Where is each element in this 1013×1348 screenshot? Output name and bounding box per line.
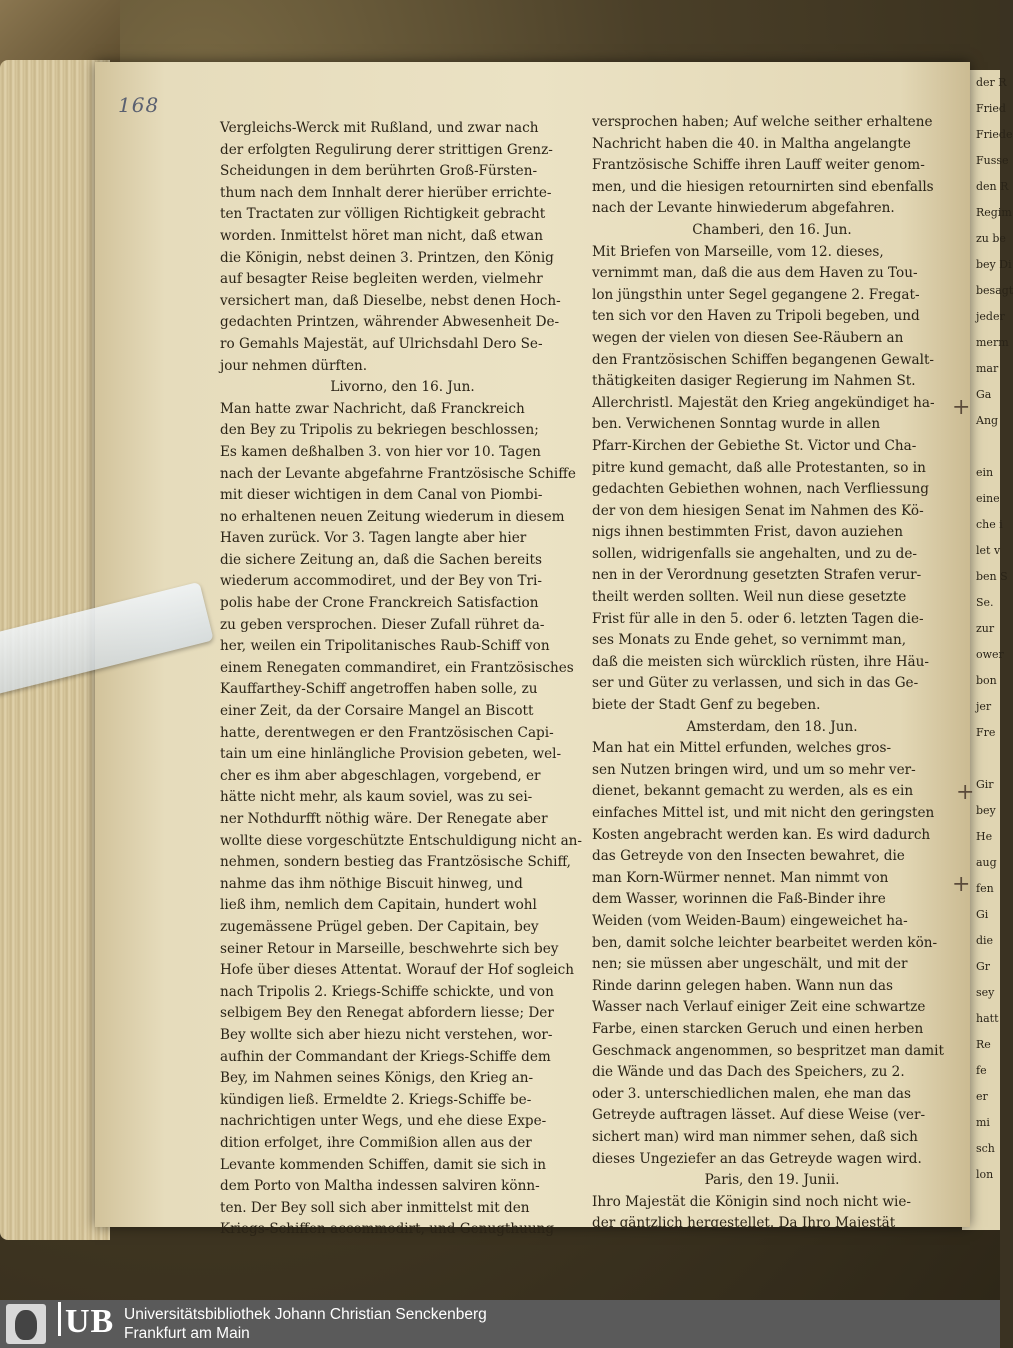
next-page-fragment: Gir [976,778,994,791]
text-line: man Korn-Würmer nennet. Man nimmt von [592,869,889,886]
text-line: dienet, bekannt gemacht zu werden, als es ein [592,783,914,800]
next-page-fragment: fe [976,1064,987,1077]
text-line: thum nach dem Innhalt derer hierüber errichte- [220,184,552,201]
text-line: men, und die hiesigen retournirten sind ebenfalls [592,178,934,195]
text-line: ten Tractaten zur völligen Richtigkeit gebracht [220,206,546,223]
text-line: zu geben versprochen. Dieser Zufall rühret da- [220,616,545,633]
text-line: selbigem Bey den Renegat abfordern liesse; Der [220,1005,554,1022]
text-line: Kauffarthey-Schiff angetroffen haben solle, zu [220,681,538,698]
next-page-fragment: besagt [976,284,1013,297]
text-line: einem Renegaten commandiret, ein Frantzösisches [220,659,574,676]
text-line: mit dieser wichtigen in dem Canal von Piombi- [220,487,543,504]
text-line: gedachten Printzen, währender Abwesenheit De- [220,314,560,331]
next-page-fragment: hatt [976,1012,999,1025]
text-line: ser und Güter zu verlassen, und sich in das Ge- [592,675,919,692]
text-line: nen; sie müssen aber ungeschält, und mit der [592,956,908,973]
next-page-fragment: merm [976,336,1009,349]
text-line: einfaches Mittel ist, und mit nicht den geringsten [592,805,935,821]
text-line: wegen der vielen von diesen See-Räubern an [592,329,904,346]
text-line: Rinde darinn gelegen haben. Wann nun das [592,977,893,994]
text-line: tain um eine hinlängliche Provision gebeten, wel- [220,746,562,763]
senckenberg-portrait-icon [6,1304,46,1344]
next-page-fragment: er [976,1090,988,1103]
text-line: Weiden (vom Weiden-Baum) eingeweichet ha- [592,912,908,929]
text-line: auf besagter Reise begleiten werden, vielmehr [220,271,543,288]
text-line: cher es ihm aber abgeschlagen, vorgebend, er [220,767,541,784]
text-line: nehmen, sondern bestieg das Frantzösische Schiff, [220,854,571,871]
text-line: Haven zurück. Vor 3. Tagen langte aber hier [220,530,527,547]
left-text-column [220,118,585,1241]
text-line: die Königin, nebst deinen 3. Printzen, den König [220,249,554,266]
text-line: sichert man) wird man nimmer sehen, daß sich [592,1128,918,1145]
text-line: dieses Ungeziefer an das Getreyde wagen wird. [592,1150,922,1167]
text-line: polis habe der Crone Franckreich Satisfaction [220,595,539,612]
text-line: nen in der Verordnung gesetzten Strafen verur- [592,567,922,584]
next-page-fragment: ben S [976,570,1008,583]
text-line: Farbe, einen starcken Geruch und einen herben [592,1020,924,1037]
next-page-fragment: der R [976,76,1007,89]
text-line: Wasser nach Verlauf einiger Zeit eine schwartze [592,999,926,1016]
text-line: dem Porto von Maltha indessen salviren könn- [220,1178,540,1195]
text-line: her, weilen ein Tripolitanisches Raub-Schiff von [220,638,550,655]
next-page-fragment: He [976,830,993,843]
text-line: Es kamen deßhalben 3. von hier vor 10. Tagen [220,443,541,460]
institution-name [124,1305,487,1343]
footer-bar [0,1300,1000,1348]
text-line: nigs ihnen bestimmten Frist, davon auziehen [592,524,904,541]
text-line: sen Nutzen bringen wird, und um so mehr ver- [592,761,916,778]
text-line: nach Tripolis 2. Kriegs-Schiffe schickte, und von [220,983,554,1000]
margin-mark: + [952,872,971,897]
text-line: Levante kommenden Schiffen, damit sie sich in [220,1156,547,1173]
text-line: no erhaltenen neuen Zeitung wiederum in diesem [220,508,565,525]
text-line: Mit Briefen von Marseille, vom 12. dieses, [592,243,884,260]
text-line: Geschmack angenommen, so bespritzet man damit [592,1042,944,1059]
text-line: hätte nicht mehr, als kaum soviel, was zu sei- [220,789,533,806]
text-line: theilt werden sollten. Weil nun diese gesetzte [592,589,907,606]
ub-logo: UB [54,1302,114,1341]
dateline-heading: Paris, den 19. Junii. [704,1172,840,1189]
text-line: der erfolgten Regulirung derer strittigen Grenz- [220,141,553,158]
text-line: ten. Der Bey soll sich aber inmittelst mit den [220,1199,530,1216]
next-page-fragment: den R [976,180,1009,193]
text-line: daß die meisten sich würcklich rüsten, ihre Häu- [592,653,930,670]
text-line: nach der Levante hinwiederum abgefahren. [592,200,895,217]
text-line: den Frantzösischen Schiffen begangenen Gewalt- [592,351,934,368]
text-line: Kriegs-Schiffen accommodirt, und Genugthuung [220,1221,555,1238]
next-page-fragment: sch [976,1142,995,1155]
next-page-fragment: zu be [976,232,1006,245]
text-line: worden. Inmittelst höret man nicht, daß etwan [220,227,544,244]
next-page-fragment: Ga [976,388,992,401]
next-page-fragment: sey [976,986,995,999]
text-line: pitre kund gemacht, daß alle Protestanten, so in [592,459,926,476]
margin-mark: + [956,780,975,805]
text-line: Ihro Majestät die Königin sind noch nicht wie- [592,1193,911,1210]
text-line: Getreyde auftragen lässet. Auf diese Weise (ver- [592,1107,926,1124]
text-line: Bey, im Nahmen seines Königs, den Krieg an- [220,1070,534,1087]
next-page-fragment: eine [976,492,1000,505]
text-line: Nachricht haben die 40. in Maltha angelangte [592,135,911,152]
next-page-fragment: Gr [976,960,991,973]
page-number: 168 [118,93,160,117]
text-line: Frist für alle in den 5. oder 6. letzten Tagen die- [592,610,924,627]
text-line: dition erfolget, ihre Commißion allen aus der [220,1134,532,1151]
dateline-heading: Livorno, den 16. Jun. [330,379,475,396]
text-line: nach der Levante abgefahrne Frantzösische Schiffe [220,465,576,482]
institution-line-2: Frankfurt am Main [124,1325,250,1342]
margin-mark: + [952,395,971,420]
text-line: sollen, widrigenfalls sie angehalten, und zu de- [592,545,917,562]
text-line: Scheidungen in dem berührten Groß-Fürsten- [220,163,538,180]
text-line: einer Zeit, da der Corsaire Mangel an Biscott [220,703,534,720]
text-line: ließ ihm, nemlich dem Capitain, hundert wohl [220,897,537,914]
text-line: Kosten angebracht werden kan. Es wird dadurch [592,826,931,843]
text-line: vernimmt man, daß die aus dem Haven zu Tou- [592,265,918,282]
text-line: die Wände und das Dach des Speichers, zu 2. [592,1064,905,1081]
right-text-column [592,112,952,1235]
next-page-fragment: ower [976,648,1004,661]
dateline-heading: Amsterdam, den 18. Jun. [686,718,858,735]
text-line: ses Monats zu Ende gehet, so vernimmt man, [592,632,907,649]
next-page-fragment: zur [976,622,995,635]
next-page-fragment: Re [976,1038,991,1051]
next-page-fragment: fen [976,882,994,895]
next-page-fragment: let v [976,544,1001,557]
text-line: seiner Retour in Marseille, beschwehrte sich bey [220,940,559,957]
next-page-fragment: jer [976,700,992,713]
text-line: dem Wasser, worinnen die Faß-Binder ihre [592,891,886,908]
institution-line-1: Universitätsbibliothek Johann Christian Senckenberg [124,1306,487,1323]
text-line: Frantzösische Schiffe ihren Lauff weiter genom- [592,157,925,174]
text-line: aufhin der Commandant der Kriegs-Schiffe dem [220,1048,551,1065]
text-line: den Bey zu Tripolis zu bekriegen beschlossen; [220,422,539,439]
text-line: Bey wollte sich aber hiezu nicht verstehen, wor- [220,1026,553,1043]
text-line: die sichere Zeitung an, daß die Sachen bereits [220,551,542,568]
next-page-fragment: mar [976,362,999,375]
text-line: hatte, derentwegen er den Frantzösischen Capi- [220,724,554,741]
text-line: kündigen ließ. Ermeldte 2. Kriegs-Schiffe be- [220,1091,532,1108]
next-page-fragment: bey Di [976,258,1012,271]
text-line: versprochen haben; Auf welche seither erhaltene [592,114,933,130]
text-line: biete der Stadt Genf zu begeben. [592,697,821,714]
next-page-fragment: Regim [976,206,1012,219]
text-line: ben. Verwichenen Sonntag wurde in allen [592,416,881,433]
text-line: lon jüngsthin unter Segel gegangene 2. Fregat- [592,286,920,303]
text-line: zugemässene Prügel geben. Der Capitain, bey [220,918,539,935]
text-line: Man hatte zwar Nachricht, daß Franckreich [220,400,525,417]
dateline-heading: Chamberi, den 16. Jun. [692,221,852,238]
text-line: wollte diese vorgeschützte Entschuldigung nicht an- [220,832,583,849]
next-page-fragment: Fre [976,726,996,739]
next-page-fragment: aug [976,856,997,869]
next-page-fragment: che i [976,518,1003,531]
text-line: thätigkeiten dasiger Regierung im Nahmen St. [592,373,916,390]
text-line: Vergleichs-Werck mit Rußland, und zwar nach [220,120,539,136]
text-line: Hofe über dieses Attentat. Worauf der Hof sogleich [220,962,575,979]
text-line: nahme das ihm nöthige Biscuit hinweg, und [220,875,523,892]
text-line: ner Nothdurfft nöthig wäre. Der Renegate aber [220,811,548,827]
text-line: ten sich vor den Haven zu Tripoli begeben, und [592,308,920,325]
text-line: der gäntzlich hergestellet. Da Ihro Majestät [592,1215,896,1232]
text-line: ben, damit solche leichter bearbeitet werden kön- [592,934,938,951]
next-page-fragment: Ang [976,414,999,427]
text-line: Allerchristl. Majestät den Krieg angekündiget ha- [592,394,935,411]
next-page-fragment: Se. [976,596,994,609]
next-page-fragment: Gi [976,908,989,921]
next-page-fragment: Fusse [976,154,1009,167]
next-page-fragment: mi [976,1116,990,1129]
next-page-fragment: bey [976,804,996,817]
next-page-fragment: Friede [976,128,1013,141]
text-line: das Getreyde von den Insecten bewahret, die [592,848,905,865]
text-line: versichert man, daß Dieselbe, nebst denen Hoch- [220,292,561,309]
text-line: der von dem hiesigen Senat im Nahmen des Kö- [592,502,924,519]
text-line: nachrichtigen unter Wegs, und ehe diese Expe- [220,1113,547,1130]
next-page-fragment: Fried [976,102,1006,115]
next-page-fragment: lon [976,1168,994,1181]
next-page-fragment: die [976,934,994,947]
text-line: jour nehmen dürften. [220,357,368,374]
next-page-fragment: bon [976,674,997,687]
text-line: oder 3. unterschiedlichen malen, ehe man das [592,1085,911,1102]
text-line: Pfarr-Kirchen der Gebiethe St. Victor und Cha- [592,437,917,454]
text-line: wiederum accommodiret, und der Bey von Tri- [220,573,542,590]
text-line: Man hat ein Mittel erfunden, welches gros- [592,740,892,757]
next-page-fragment: ein [976,466,994,479]
text-line: ro Gemahls Majestät, auf Ulrichsdahl Dero Se- [220,335,543,352]
next-page-fragment: jeder [976,310,1005,323]
text-line: gedachten Gebiethen wohnen, nach Verfliessung [592,481,929,498]
